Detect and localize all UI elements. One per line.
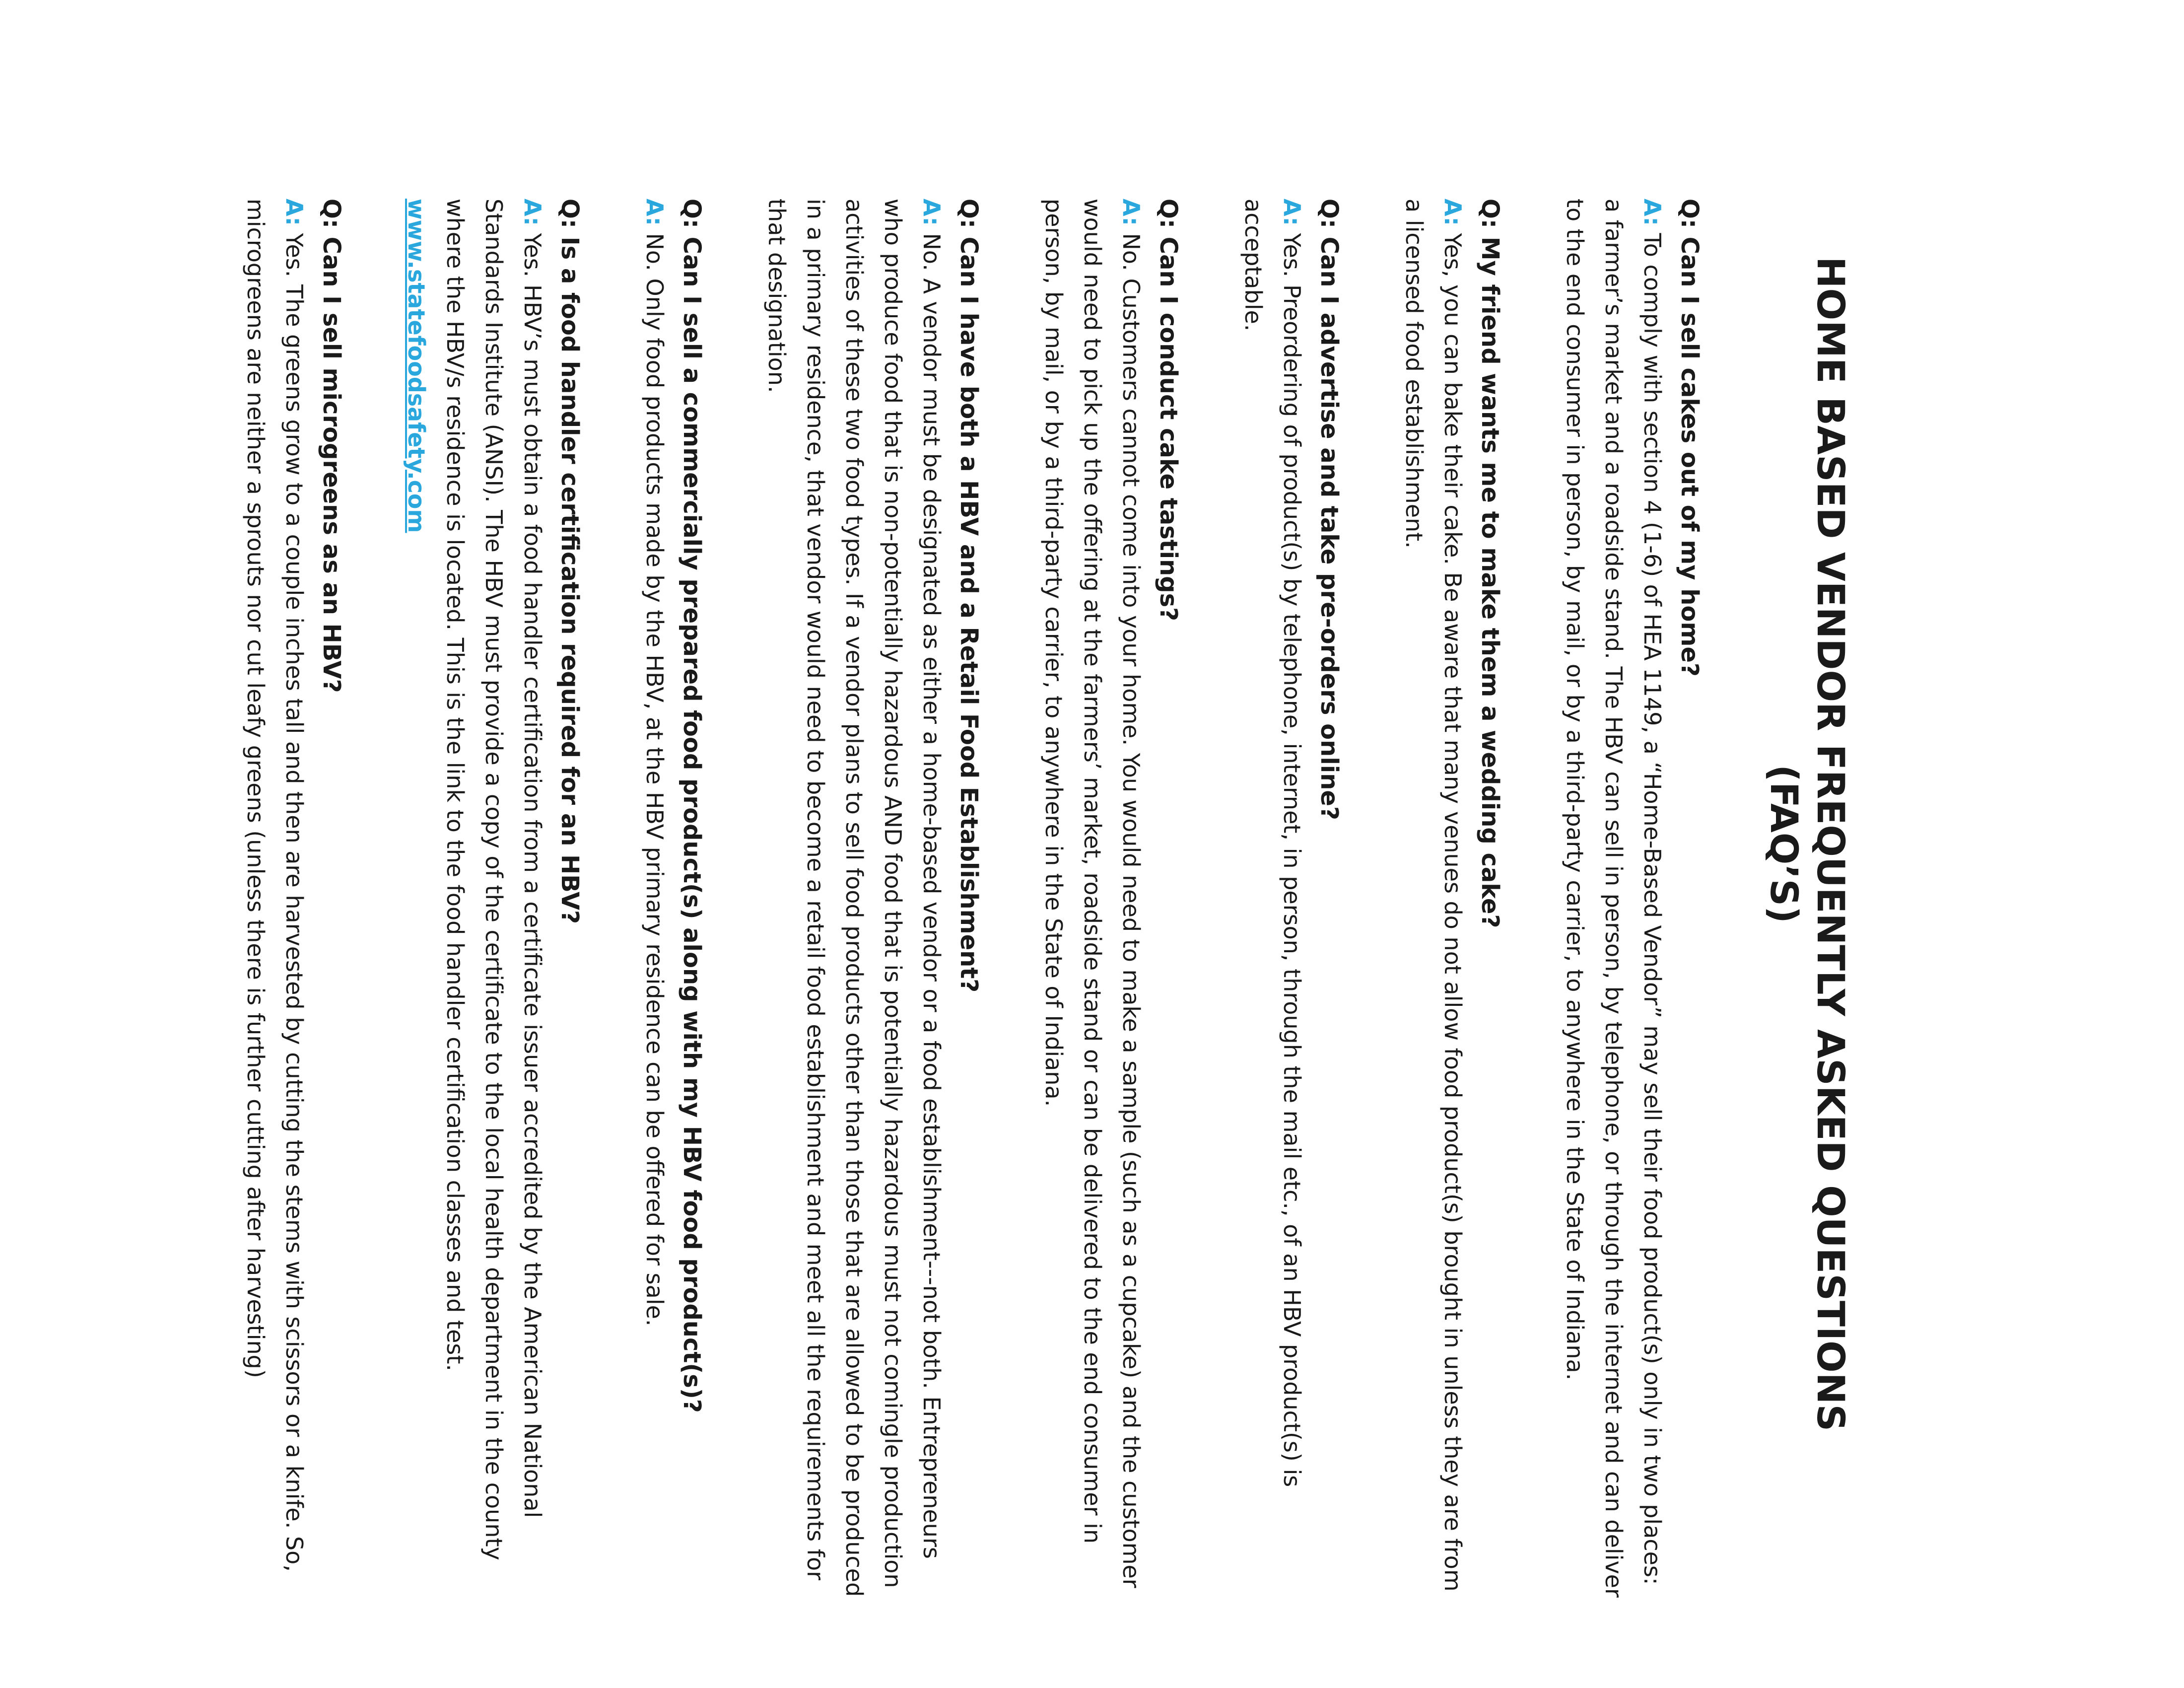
faq-answer	[436, 199, 552, 1604]
faq-question: Q: Can I sell a commercially prepared food product(s) along with my HBV food product(s)?	[678, 199, 706, 1413]
faq-answer	[1556, 199, 1672, 1604]
answer-prefix: A:	[641, 199, 668, 226]
faq-list	[189, 199, 1707, 1604]
faq-item	[397, 199, 588, 1604]
answer-text: To comply with section 4 (1-6) of HEA 1149, a “Home-Based Vendor” may sell their food product(s) only in two places: a farmer’s market and a roadside stand. The HBV can sell in person, by telephone, or through the internet and can deliver to the end consumer in person, by mail, or by a third-party carrier, to anywhere in the State of Indiana.	[1562, 199, 1666, 1598]
answer-text: No. Customers cannot come into your home. You would need to make a sample (such as a cupcake) and the customer would need to pick up the offering at the farmers’ market, roadside stand or can be delivered to the end consumer in person, by mail, or by a third-party carrier, to anywhere in the State of Indiana.	[1040, 199, 1145, 1588]
faq-answer	[236, 199, 314, 1604]
faq-item	[236, 199, 349, 1604]
faq-answer	[1034, 199, 1151, 1604]
faq-question: Q: My friend wants me to make them a wedding cake?	[1476, 199, 1504, 928]
answer-prefix: A:	[519, 199, 546, 226]
faq-question: Q: Can I have both a HBV and a Retail Food Establishment?	[955, 199, 983, 993]
faq-item	[1556, 199, 1707, 1604]
faq-item	[757, 199, 987, 1604]
faq-item	[1034, 199, 1186, 1604]
document-subtitle: (FAQ’S)	[1762, 765, 1806, 923]
faq-item	[1234, 199, 1347, 1604]
answer-prefix: A:	[1118, 199, 1145, 226]
document-title: HOME BASED VENDOR FREQUENTLY ASKED QUESTIONS	[1809, 256, 1853, 1432]
faq-question: Q: Can I sell cakes out of my home?	[1676, 199, 1704, 677]
faq-question: Q: Can I sell microgreens as an HBV?	[318, 199, 345, 693]
faq-question: Q: Is a food handler certification required for an HBV?	[556, 199, 584, 924]
faq-answer	[757, 199, 951, 1604]
faq-question: Q: Can I conduct cake tastings?	[1155, 199, 1182, 622]
faq-answer	[635, 199, 674, 1604]
faq-question: Q: Can I advertise and take pre-orders online?	[1315, 199, 1343, 820]
faq-item	[1395, 199, 1508, 1604]
answer-text: Yes. HBV’s must obtain a food handler certification from a certificate issuer accredited by the American National Standards Institute (ANSI). The HBV must provide a copy of the certificate to the local health department in the county where the HBV/s residence is located. This is the link to the food handler certification classes and test.	[442, 199, 546, 1560]
answer-prefix: A:	[1639, 199, 1666, 226]
answer-text: Yes. Preordering of product(s) by telephone, internet, in person, through the mail etc., of an HBV product(s) is acceptable.	[1240, 199, 1305, 1487]
faq-answer	[1234, 199, 1311, 1604]
faq-item	[635, 199, 710, 1604]
answer-text: Yes, you can bake their cake. Be aware that many venues do not allow food product(s) brought in unless they are from a licensed food establishment.	[1401, 199, 1466, 1592]
food-safety-link[interactable]: www.statefoodsafety.com	[403, 199, 430, 533]
answer-text: No. A vendor must be designated as either a home-based vendor or a food establishment---not both. Entrepreneurs who produce food that is non-potentially hazardous AND food that is potentially hazardous must not comingle production activities of these two food types. If a vendor plans to sell food products other than those that are allowed to be produced in a primary residence, that vendor would need to become a retail food establishment and meet all the requirements for that designation.	[763, 199, 945, 1597]
answer-prefix: A:	[1439, 199, 1466, 226]
answer-prefix: A:	[1279, 199, 1305, 226]
answer-text: Yes. The greens grow to a couple inches tall and then are harvested by cutting the stems with scissors or a knife. So, microgreens are neither a sprouts nor cut leafy greens (unless there is further cutting after harvesting)	[242, 199, 308, 1572]
answer-prefix: A:	[918, 199, 945, 226]
answer-text: No. Only food products made by the HBV, at the HBV primary residence can be offered for sale.	[641, 225, 668, 1327]
answer-prefix: A:	[281, 199, 308, 226]
faq-answer	[1395, 199, 1472, 1604]
